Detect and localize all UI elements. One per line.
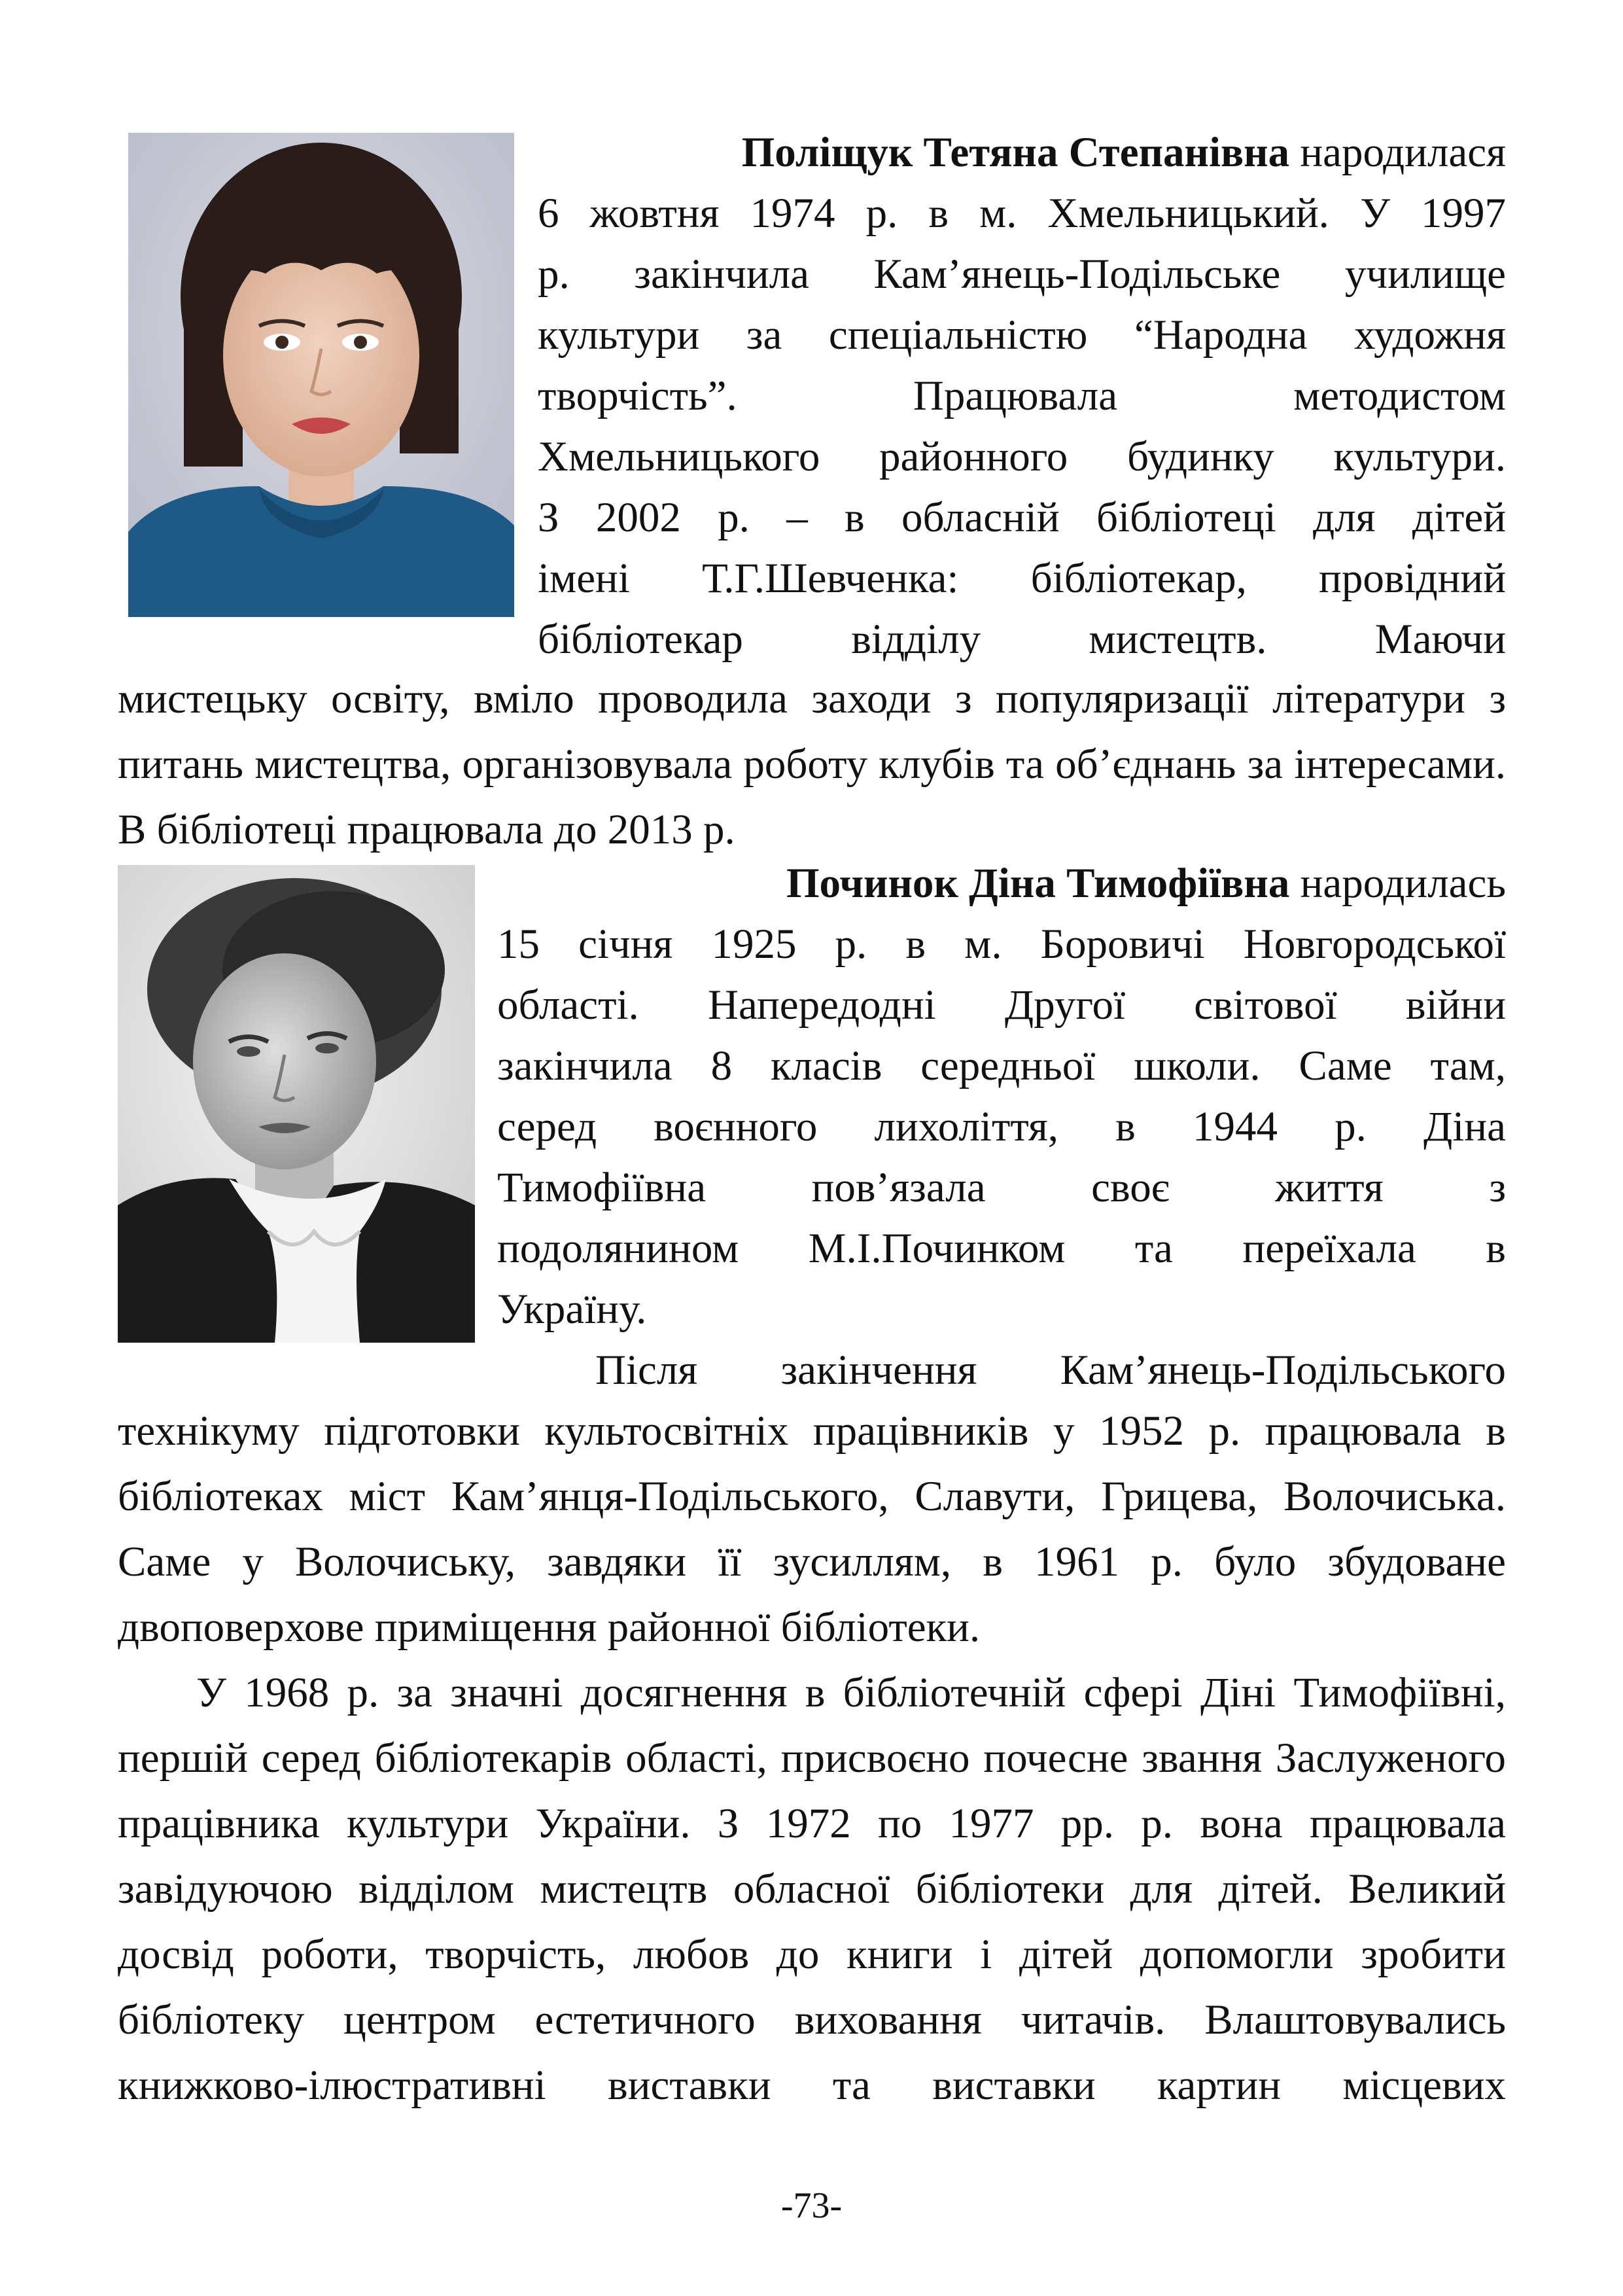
bio-2-line-2: 15 січня 1925 р. в м. Боровичі Новгородської <box>497 921 1506 968</box>
portrait-photo-polishchuk <box>128 133 514 617</box>
bio-1-line-2: 6 жовтня 1974 р. в м. Хмельницький. У 1997 <box>538 190 1506 237</box>
bio-2-name: Починок Діна Тимофіївна <box>786 860 1290 907</box>
bio-1-line-4: культури за спеціальністю “Народна художня <box>538 311 1506 359</box>
bio-2-line-3: області. Напередодні Другої світової війни <box>497 981 1506 1029</box>
bio-1-line-5: творчість”. Працювала методистом <box>538 372 1506 419</box>
portrait-photo-pochynok <box>118 865 475 1343</box>
bio-1-line-9: бібліотекар відділу мистецтв. Маючи <box>538 616 1506 663</box>
bio-1-line-7: З 2002 р. – в обласній бібліотеці для дітей <box>538 494 1506 541</box>
page-number: -73- <box>780 2185 843 2226</box>
bio-1-continuation <box>118 666 1506 862</box>
bio-1-name: Поліщук Тетяна Степанівна <box>741 129 1290 176</box>
bio-1-continuation-text: мистецьку освіту, вміло проводила заходи з популяризації літератури з питань мистецтва, організовувала роботу клубів та об’єднань за інтересами. В бібліотеці працювала до 2013 р. <box>118 675 1506 853</box>
bio-2-line-8: Україну. <box>497 1286 647 1333</box>
bio-2-line-6: Тимофіївна пов’язала своє життя з <box>497 1164 1506 1211</box>
bio-1-line-6: Хмельницького районного будинку культури. <box>538 433 1506 480</box>
bio-2-continuation <box>118 1398 1506 2118</box>
bio-1-line-1 <box>589 120 1506 185</box>
bio-2-para2-rest: технікуму підготовки культосвітніх працівників у 1952 р. працювала в бібліотеках міст Кам’янця-Подільського, Славути, Грицева, Волочиська. Саме у Волочиську, завдяки її зусиллям, в 1961 р. було збудоване двоповерхове приміщення районної бібліотеки. <box>118 1407 1506 1651</box>
portrait-pochynok-image <box>118 865 475 1343</box>
bio-2-line-4: закінчила 8 класів середньої школи. Саме там, <box>497 1042 1506 1089</box>
bio-1-line-3: р. закінчила Кам’янець-Подільське училище <box>538 251 1506 298</box>
bio-2-line-1-rest: народилась <box>1289 860 1506 907</box>
bio-1-line-1-rest: народилася <box>1289 129 1506 176</box>
bio-1-line-8: імені Т.Г.Шевченка: бібліотекар, провідний <box>538 555 1506 602</box>
bio-2-line-1 <box>576 851 1506 916</box>
bio-2-line-7: подолянином М.І.Починком та переїхала в <box>497 1225 1506 1272</box>
portrait-polishchuk-image <box>128 133 514 617</box>
bio-2-line-5: серед воєнного лихоліття, в 1944 р. Діна <box>497 1103 1506 1150</box>
bio-2-para3: У 1968 р. за значні досягнення в бібліотечній сфері Діні Тимофіївні, першій серед бібліотекарів області, присвоєно почесне звання Заслуженого працівника культури України. З 1972 по 1977 рр. р. вона працювала завідуючою відділом мистецтв обласної бібліотеки для дітей. Великий досвід роботи, творчість, любов до книги і дітей допомогли зробити бібліотеку центром естетичного виховання читачів. Влаштовувались книжково-ілюстративні виставки та виставки картин місцевих <box>118 1669 1506 2109</box>
bio-2-para2-first-line: Після закінчення Кам’янець-Подільського <box>595 1347 1506 1394</box>
